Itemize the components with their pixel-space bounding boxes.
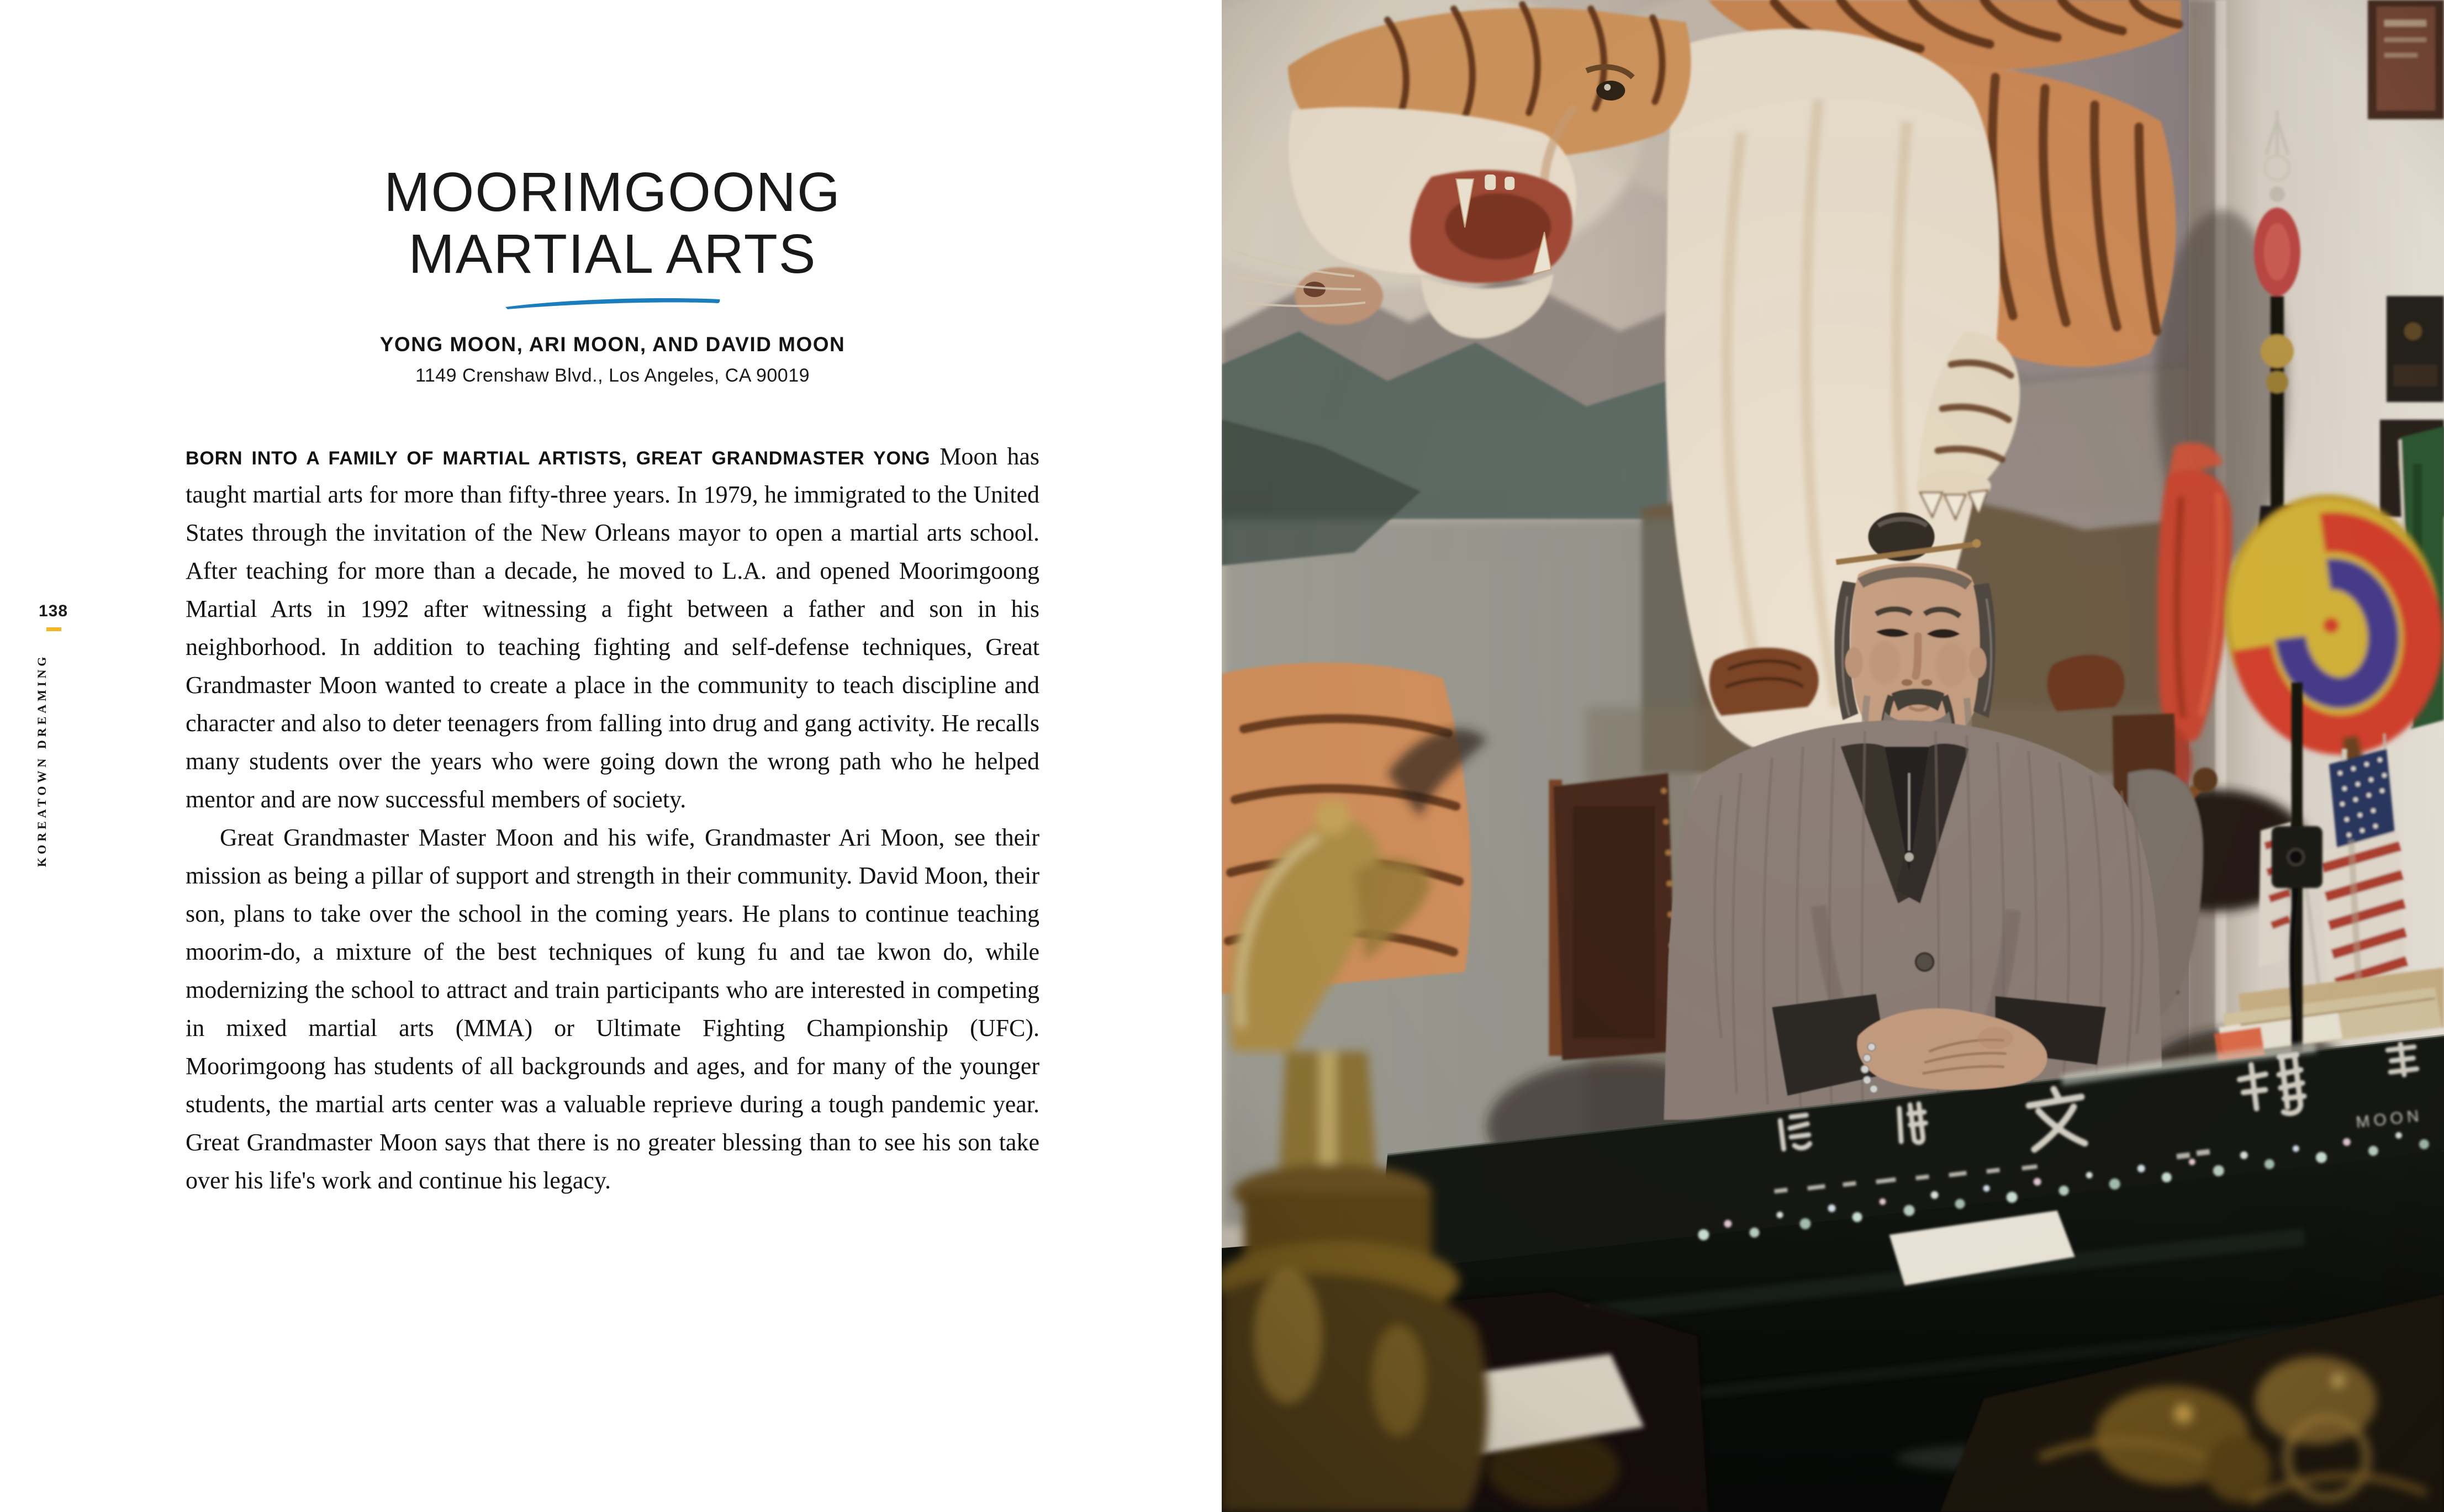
photo-vignette bbox=[1222, 0, 2444, 1512]
title-line-2: MARTIAL ARTS bbox=[408, 223, 817, 285]
series-title-vertical: KOREATOWN DREAMING bbox=[35, 653, 49, 867]
lead-in-caps: BORN INTO A FAMILY OF MARTIAL ARTISTS, GREAT GRANDMASTER YONG bbox=[186, 448, 931, 469]
paragraph-2 bbox=[186, 818, 1039, 1199]
title-underline-wrap bbox=[186, 294, 1039, 310]
byline: YONG MOON, ARI MOON, AND DAVID MOON bbox=[379, 333, 846, 356]
title-underline-swoosh bbox=[502, 294, 723, 310]
feature-content bbox=[186, 161, 1039, 1199]
photo-page bbox=[1222, 0, 2444, 1512]
portrait-photo bbox=[1222, 0, 2444, 1512]
article-body bbox=[186, 437, 1039, 1199]
page-number: 138 bbox=[39, 602, 68, 620]
address: 1149 Crenshaw Blvd., Los Angeles, CA 90019 bbox=[415, 365, 810, 387]
paragraph-2-text: Great Grandmaster Master Moon and his wife, Grandmaster Ari Moon, see their mission as being a pillar of support and strength in their community. David Moon, their son, plans to take over the school in the coming years. He plans to continue teaching moorim-do, a mixture of the best techniques of kung fu and tae kwon do, while modernizing the school to attract and train participants who are interested in competing in mixed martial arts (MMA) or Ultimate Fighting Championship (UFC). Moorimgoong has students of all backgrounds and ages, and for many of the younger students, the martial arts center was a valuable reprieve during a tough pandemic year. Great Grandmaster Moon says that there is no greater blessing than to see his son take over his life's work and continue his legacy. bbox=[186, 824, 1039, 1194]
paragraph-1-text: Moon has taught martial arts for more than fifty-three years. In 1979, he immigrated to the United States through the invitation of the New Orleans mayor to open a martial arts school. After teaching for more than a decade, he moved to L.A. and opened Moorimgoong Martial Arts in 1992 after witnessing a fight between a father and son in his neighborhood. In addition to teaching fighting and self-defense techniques, Great Grandmaster Moon wanted to create a place in the community to teach discipline and character and also to deter teenagers from falling into drug and gang activity. He recalls many students over the years who were going down the wrong path who he helped mentor and are now successful members of society. bbox=[186, 443, 1040, 813]
paragraph-1 bbox=[186, 437, 1039, 818]
page-title bbox=[186, 161, 1039, 285]
title-line-1: MOORIMGOONG bbox=[384, 161, 841, 223]
sidebar-accent-dash bbox=[46, 627, 61, 631]
